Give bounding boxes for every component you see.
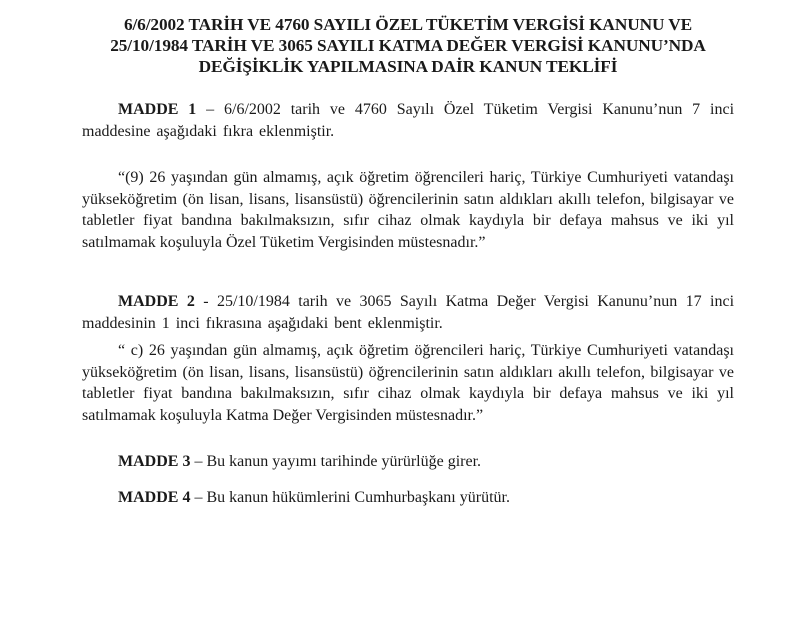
article-2-label: MADDE 2 [118, 293, 195, 310]
article-3-separator: – [190, 453, 207, 470]
article-3 [82, 451, 734, 473]
article-1-text: 6/6/2002 tarih ve 4760 Sayılı Özel Tüketim Vergisi Kanunu’nun 7 inci maddesine aşağıdaki fıkra eklenmiştir. [82, 101, 735, 140]
article-4-separator: – [190, 489, 207, 506]
article-3-label: MADDE 3 [118, 453, 191, 470]
title-line-2: 25/10/1984 TARİH VE 3065 SAYILI KATMA DEĞER VERGİSİ KANUNU’NDA [110, 36, 706, 55]
title-line-3: DEĞİŞİKLİK YAPILMASINA DAİR KANUN TEKLİFİ [198, 57, 618, 76]
article-2-text: 25/10/1984 tarih ve 3065 Sayılı Katma Değer Vergisi Kanunu’nun 17 inci maddesinin 1 inci fıkrasına aşağıdaki bent eklenmiştir. [82, 293, 735, 332]
article-2-quote: “ c) 26 yaşından gün almamış, açık öğretim öğrencileri hariç, Türkiye Cumhuriyeti vatandaşı yükseköğretim (ön lisan, lisans, lisansüstü) öğrencilerinin satın aldıkları akıllı telefon, bilgisayar ve tabletler fiyat bandına bakılmaksızın, sıfır cihaz olmak kaydıyla bir defaya mahsus ve iki yıl satılmamak koşuluyla Katma Değer Vergisinden müstesnadır.” [82, 342, 734, 424]
article-1-label: MADDE 1 [118, 101, 197, 118]
article-3-text: Bu kanun yayımı tarihinde yürürlüğe girer. [206, 453, 482, 470]
article-4-label: MADDE 4 [118, 489, 191, 506]
article-2 [82, 291, 734, 334]
title-line-1: 6/6/2002 TARİH VE 4760 SAYILI ÖZEL TÜKETİM VERGİSİ KANUNU VE [123, 15, 693, 34]
document-page [82, 0, 735, 506]
document-title [82, 0, 734, 77]
article-2-separator: - [194, 293, 217, 310]
article-1-separator: – [196, 101, 224, 118]
article-1 [82, 99, 734, 142]
article-4 [82, 487, 734, 509]
article-1-quote: “(9) 26 yaşından gün almamış, açık öğretim öğrencileri hariç, Türkiye Cumhuriyeti vatandaşı yükseköğretim (ön lisan, lisans, lisansüstü) öğrencilerinin satın aldıkları akıllı telefon, bilgisayar ve tabletler fiyat bandına bakılmaksızın, sıfır cihaz olmak kaydıyla bir defaya mahsus ve iki yıl satılmamak koşuluyla Özel Tüketim Vergisinden müstesnadır.” [82, 169, 734, 251]
article-4-text: Bu kanun hükümlerini Cumhurbaşkanı yürütür. [206, 489, 510, 506]
